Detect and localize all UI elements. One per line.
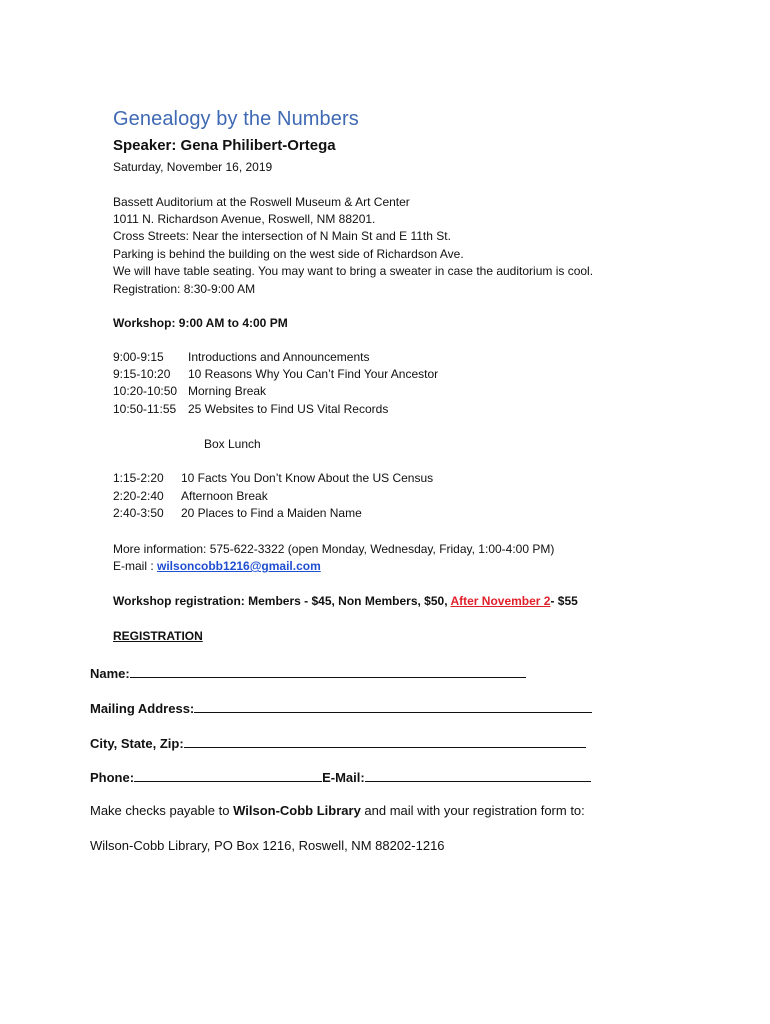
venue-line-1: Bassett Auditorium at the Roswell Museum & Art Center (113, 195, 410, 209)
schedule-time: 9:15-10:20 (113, 367, 171, 381)
name-label: Name: (90, 666, 130, 681)
registration-heading: REGISTRATION (113, 629, 203, 643)
schedule-time: 2:20-2:40 (113, 489, 164, 503)
venue-line-3: Cross Streets: Near the intersection of N Main St and E 11th St. (113, 229, 451, 243)
phone-field[interactable] (134, 768, 322, 782)
fees-line (113, 593, 578, 610)
email-link[interactable]: wilsoncobb1216@gmail.com (157, 559, 321, 573)
schedule-title: Introductions and Announcements (188, 350, 370, 364)
schedule-title: 10 Facts You Don’t Know About the US Census (181, 471, 434, 485)
schedule-title: Afternoon Break (181, 489, 268, 503)
schedule-title: 25 Websites to Find US Vital Records (188, 402, 389, 416)
schedule-row (113, 367, 438, 381)
email-field-label: E-Mail: (322, 770, 365, 785)
schedule-title: Morning Break (188, 384, 267, 398)
city-field[interactable] (184, 734, 586, 748)
address-row (90, 699, 592, 716)
email-field[interactable] (365, 768, 591, 782)
venue-line-2: 1011 N. Richardson Avenue, Roswell, NM 88201. (113, 212, 376, 226)
late-deadline: After November 2 (450, 594, 551, 608)
address-field[interactable] (194, 699, 592, 713)
schedule-row (113, 506, 362, 520)
schedule-time: 9:00-9:15 (113, 350, 164, 364)
schedule-title: 10 Reasons Why You Can’t Find Your Ancestor (188, 367, 439, 381)
city-label: City, State, Zip: (90, 736, 184, 751)
box-lunch: Box Lunch (204, 437, 261, 451)
schedule-time: 1:15-2:20 (113, 471, 164, 485)
schedule-row (113, 471, 433, 485)
page-title: Genealogy by the Numbers (113, 108, 359, 130)
name-field[interactable] (130, 664, 526, 678)
schedule-time: 10:50-11:55 (113, 402, 177, 416)
schedule-row (113, 384, 266, 398)
schedule-row (113, 402, 388, 416)
venue-line-5: We will have table seating. You may want to bring a sweater in case the auditorium is cool. (113, 264, 594, 278)
email-line (113, 558, 321, 575)
fees-text: Workshop registration: Members - $45, Non Members, $50, (113, 594, 451, 608)
schedule-row (113, 489, 268, 503)
mailing-address: Wilson-Cobb Library, PO Box 1216, Roswell, NM 88202-1216 (90, 838, 445, 853)
registration-time: Registration: 8:30-9:00 AM (113, 282, 256, 296)
venue-line-4: Parking is behind the building on the west side of Richardson Ave. (113, 247, 464, 261)
late-price: - $55 (550, 594, 578, 608)
address-label: Mailing Address: (90, 701, 195, 716)
payment-pre: Make checks payable to (90, 803, 234, 818)
speaker-line: Speaker: Gena Philibert-Ortega (113, 137, 336, 154)
email-label: E-mail : (113, 559, 158, 573)
phone-row (90, 768, 591, 785)
schedule-title: 20 Places to Find a Maiden Name (181, 506, 362, 520)
schedule-time: 2:40-3:50 (113, 506, 164, 520)
more-info: More information: 575-622-3322 (open Monday, Wednesday, Friday, 1:00-4:00 PM) (113, 542, 555, 556)
payee-name: Wilson-Cobb Library (233, 803, 361, 818)
phone-label: Phone: (90, 770, 135, 785)
city-row (90, 734, 586, 751)
name-row (90, 664, 526, 681)
payment-instructions (90, 803, 585, 818)
event-date: Saturday, November 16, 2019 (113, 160, 273, 174)
schedule-time: 10:20-10:50 (113, 384, 178, 398)
payment-post: and mail with your registration form to: (360, 803, 585, 818)
workshop-heading: Workshop: 9:00 AM to 4:00 PM (113, 316, 288, 330)
schedule-row (113, 350, 369, 364)
